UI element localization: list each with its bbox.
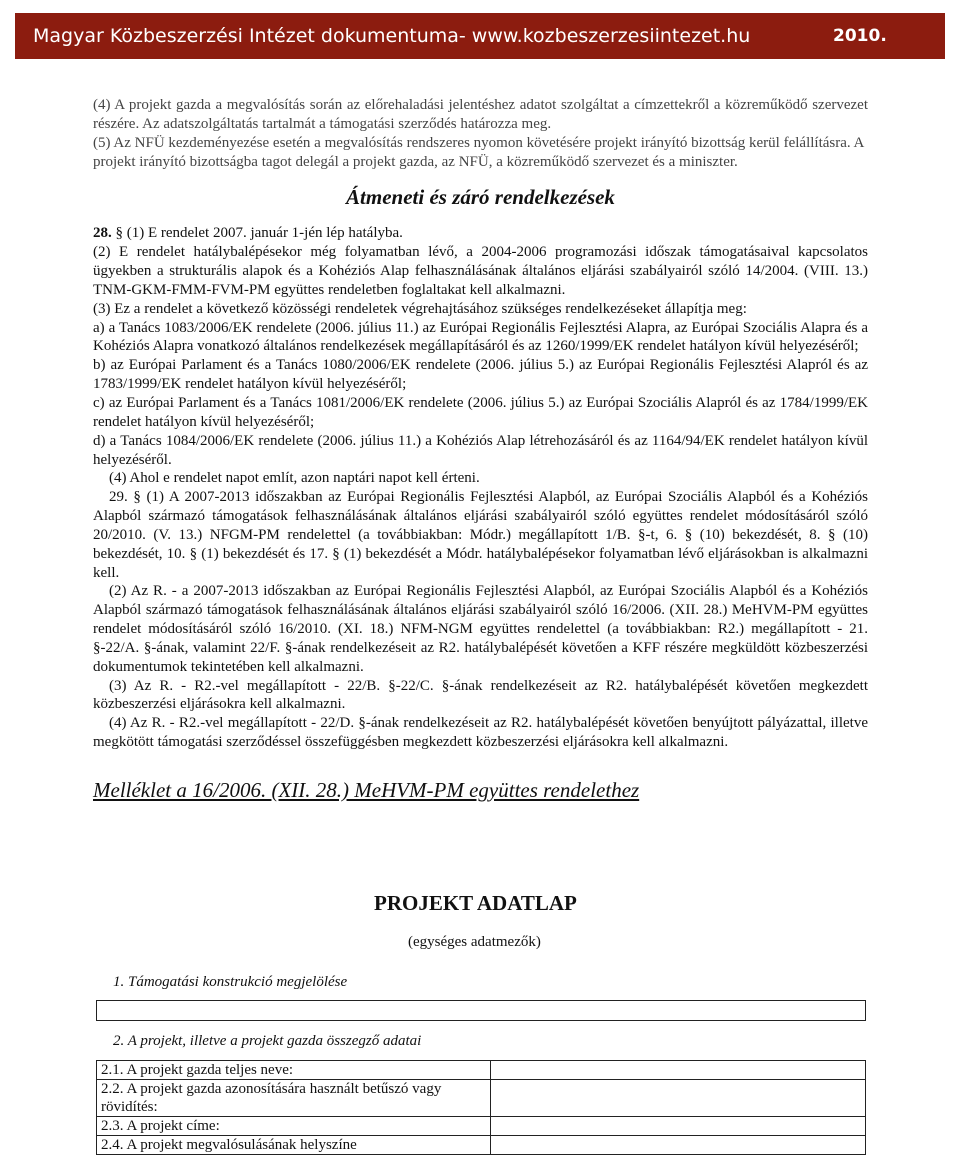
header-title: Magyar Közbeszerzési Intézet dokumentuma- www.kozbeszerzesiintezet.hu (33, 25, 751, 47)
header-year: 2010. (833, 26, 887, 46)
paragraph: (4) A projekt gazda a megvalósítás során az előrehaladási jelentéshez adatot szolgáltat a címzettekről a közreműködő szervezet részére. Az adatszolgáltatás tartalmát a támogatási szerződés határozza meg. (93, 97, 868, 132)
row-value-cell[interactable] (491, 1061, 866, 1080)
table-row (97, 1117, 866, 1136)
paragraph: (4) Az R. - R2.-vel megállapított - 22/D. §-ának rendelkezéseit az R2. hatálybalépését követően benyújtott pályázattal, illetve megkötött támogatási szerződéssel összefüggésben megkezdett közbeszerzési eljárásokra kell alkalmazni. (93, 715, 868, 751)
row-label: A projekt gazda azonosítására használt betűszó vagy rövidítés: (101, 1081, 442, 1115)
row-label: A projekt megvalósulásának helyszíne (126, 1137, 357, 1153)
row-label: A projekt gazda teljes neve: (126, 1062, 294, 1078)
section1-label: 1. Támogatási konstrukció megjelölése (113, 974, 348, 990)
paragraph: (2) Az R. - a 2007-2013 időszakban az Európai Regionális Fejlesztési Alapból, az Európai Szociális Alapból és a Kohéziós Alapból származó támogatások felhasználásának általános eljárási szabályairól szóló 16/2006. (XII. 28.) MeHVM-PM együttes rendelet módosításáról szóló 16/2010. (XI. 18.) NFM-NGM együttes rendelettel (a továbbiakban: R2.) megállapított - 21. §-22/A. §-ának, valamint 22/F. §-ának rendelkezéseit az R2. hatálybalépését követően a KFF részére megküldött közbeszerzési dokumentumok tekintetében kell alkalmazni. (93, 583, 868, 675)
paragraph: (4) Ahol e rendelet napot említ, azon naptári napot kell érteni. (109, 470, 480, 487)
row-label-cell (97, 1117, 491, 1136)
row-label-cell (97, 1136, 491, 1155)
document-body (93, 96, 868, 803)
paragraph: c) az Európai Parlament és a Tanács 1081/2006/EK rendelete (2006. július 5.) az Európai Szociális Alapról és az 1784/1999/EK rendelet hatályon kívül helyezéséről; (93, 394, 868, 430)
project-data-table (96, 1060, 866, 1155)
row-number: 2.4. (101, 1137, 124, 1153)
row-value-cell[interactable] (491, 1080, 866, 1117)
annex-title: Melléklet a 16/2006. (XII. 28.) MeHVM-PM együttes rendelethez (93, 778, 640, 802)
row-value-cell[interactable] (491, 1117, 866, 1136)
paragraph: (3) Az R. - R2.-vel megállapított - 22/B. §-22/C. §-ának rendelkezéseit az R2. hatálybalépését követően megkezdett közbeszerzési eljárásokra kell alkalmazni. (93, 677, 868, 713)
row-label-cell (97, 1080, 491, 1117)
header-banner (15, 13, 945, 59)
section-heading: Átmeneti és záró rendelkezések (346, 185, 615, 210)
paragraph: (5) Az NFÜ kezdeményezése esetén a megvalósítás rendszeres nyomon követésére projekt irányító bizottság kerül felállításra. A projekt irányító bizottságba tagot delegál a projekt gazda, az NFÜ, a közreműködő szervezet és a miniszter. (93, 134, 864, 170)
row-value-cell[interactable] (491, 1136, 866, 1155)
row-number: 2.1. (101, 1062, 124, 1078)
row-label: A projekt címe: (126, 1118, 220, 1134)
table-row (97, 1136, 866, 1155)
form-subtitle: (egységes adatmezők) (408, 934, 541, 950)
row-label-cell (97, 1061, 491, 1080)
construction-field[interactable] (96, 1000, 866, 1021)
table-row (97, 1080, 866, 1117)
form-title: PROJEKT ADATLAP (374, 891, 577, 915)
paragraph: b) az Európai Parlament és a Tanács 1080/2006/EK rendelete (2006. július 5.) az Európai Regionális Fejlesztési Alapról és az 1783/1999/EK rendelet hatályon kívül helyezéséről; (93, 357, 868, 393)
table-row (97, 1061, 866, 1080)
paragraph: (3) Ez a rendelet a következő közösségi rendeletek végrehajtásához szükséges rendelkezéseket állapítja meg: (93, 300, 747, 317)
paragraph: 29. § (1) A 2007-2013 időszakban az Európai Regionális Fejlesztési Alapból, az Európai Szociális Alapból és a Kohéziós Alapból származó támogatások felhasználásának általános eljárási szabályairól szóló együttes rendelet módosításáról szóló 20/2010. (V. 13.) NFGM-PM rendelettel (a továbbiakban: Módr.) megállapított 1/B. §-t, 6. § (10) bekezdését, 8. § (10) bekezdését, 10. § (1) bekezdését és 17. § (1) bekezdését a Módr. hatálybalépésekor folyamatban lévő eljárásokban is alkalmazni kell. (93, 489, 868, 581)
row-number: 2.3. (101, 1118, 124, 1134)
paragraph-text: § (1) E rendelet 2007. január 1-jén lép hatályba. (115, 225, 403, 242)
section2-label: 2. A projekt, illetve a projekt gazda összegző adatai (113, 1033, 422, 1049)
row-number: 2.2. (101, 1081, 124, 1097)
paragraph: (2) E rendelet hatálybalépésekor még folyamatban lévő, a 2004-2006 programozási időszak támogatásaival kapcsolatos ügyekben a strukturális alapok és a Kohéziós Alap felhasználásának általános eljárási szabályairól szóló 14/2004. (VIII. 13.) TNM-GKM-FMM-FVM-PM együttes rendeletben foglaltakat kell alkalmazni. (93, 244, 868, 298)
paragraph: a) a Tanács 1083/2006/EK rendelete (2006. július 11.) az Európai Regionális Fejlesztési Alapra, az Európai Szociális Alapra és a Kohéziós Alapra vonatkozó általános rendelkezések megállapításáról és az 1260/1999/EK rendelet hatályon kívül helyezéséről; (93, 319, 868, 355)
paragraph: d) a Tanács 1084/2006/EK rendelete (2006. július 11.) a Kohéziós Alap létrehozásáról és az 1164/94/EK rendelet hatályon kívül helyezéséről. (93, 432, 868, 468)
paragraph-28-1: 28. § (1) E rendelet 2007. január 1-jén lép hatályba. (93, 225, 403, 242)
